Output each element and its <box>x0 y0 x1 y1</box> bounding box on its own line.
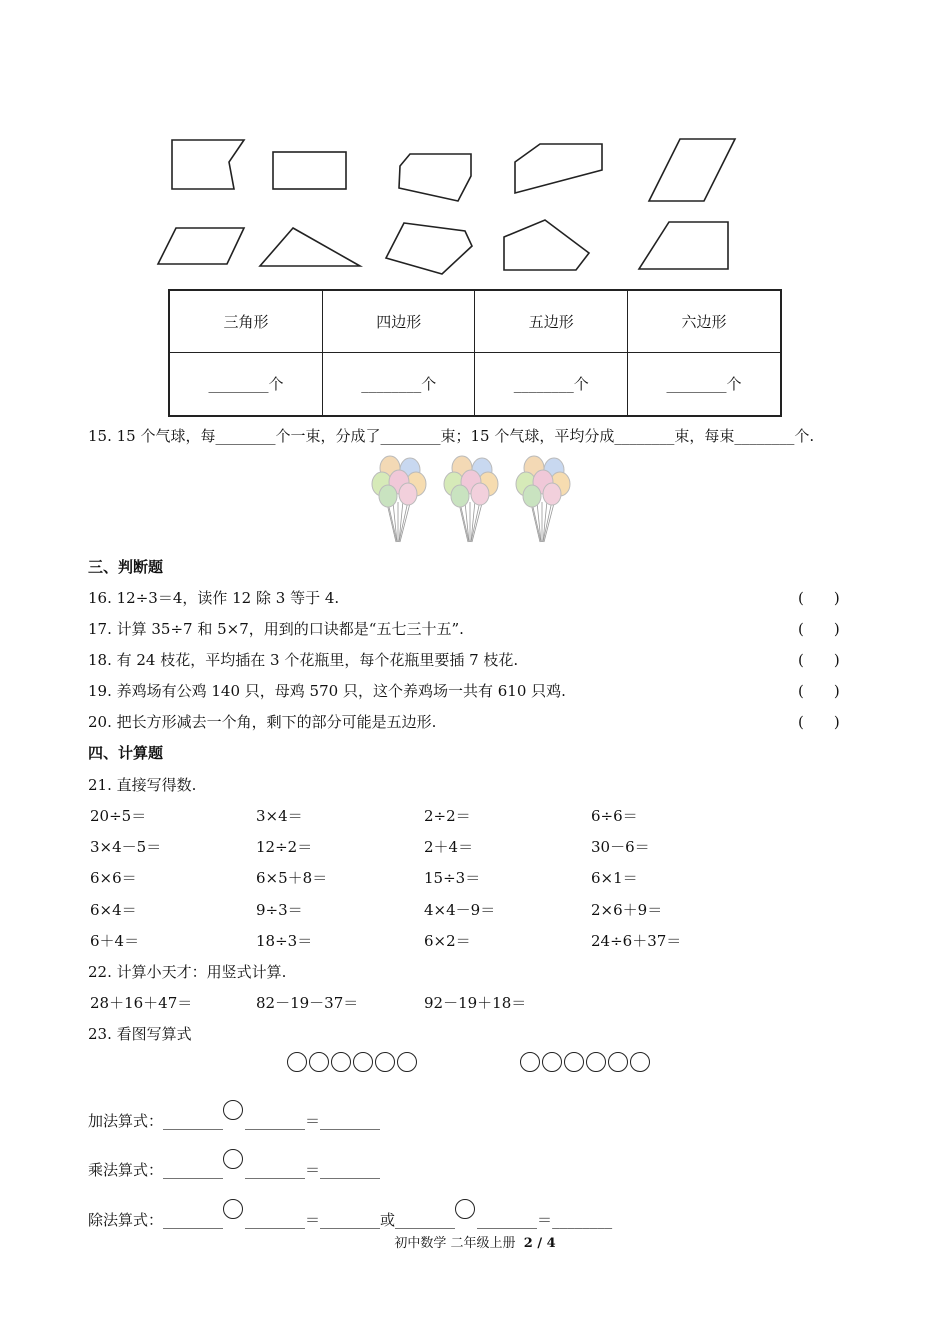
shapes-figure <box>0 0 950 290</box>
division-label: 除法算式： <box>88 1211 164 1229</box>
shape-hexagon-1 <box>399 154 471 201</box>
circle-icon <box>608 1052 628 1072</box>
circle-icon <box>375 1052 395 1072</box>
operator-circle[interactable] <box>223 1199 243 1219</box>
calc-item[interactable]: 2÷2＝ <box>424 807 471 825</box>
answer-cell[interactable] <box>169 352 322 416</box>
circle-icon <box>586 1052 606 1072</box>
circle-icon <box>630 1052 650 1072</box>
calc-item[interactable]: 2＋4＝ <box>424 838 474 856</box>
shape-trapezoid <box>639 222 728 269</box>
circle-icon <box>287 1052 307 1072</box>
calc-item[interactable]: 6×6＝ <box>90 869 137 887</box>
equals-sign: ＝ <box>537 1211 553 1229</box>
page-footer <box>0 1232 950 1251</box>
calc-item[interactable]: 9÷3＝ <box>256 901 303 919</box>
equals-sign: ＝ <box>305 1211 321 1229</box>
blank[interactable]: ________ <box>320 1211 381 1229</box>
question-22-title: 22. 计算小天才：用竖式计算. <box>88 963 287 981</box>
blank[interactable]: ________ <box>163 1112 224 1130</box>
calc-item[interactable]: 6＋4＝ <box>90 932 140 950</box>
calc-item[interactable]: 6×4＝ <box>90 901 137 919</box>
blank[interactable]: ________ <box>245 1211 306 1229</box>
blank[interactable]: ________ <box>163 1161 224 1179</box>
division-row <box>88 1199 612 1230</box>
header-quadrilateral: 四边形 <box>322 290 475 352</box>
calc-item[interactable]: 24÷6＋37＝ <box>591 932 682 950</box>
page-number: 2 / 4 <box>523 1236 556 1251</box>
calc-item[interactable]: 6×2＝ <box>424 932 471 950</box>
blank[interactable]: ________ <box>477 1211 538 1229</box>
shape-triangle <box>260 228 360 266</box>
calc-item[interactable]: 2×6＋9＝ <box>591 901 663 919</box>
vertical-calc-item[interactable]: 28＋16＋47＝ <box>90 994 193 1012</box>
blank[interactable]: ________ <box>552 1211 613 1229</box>
unit-label: 个 <box>268 375 284 394</box>
circle-group-2 <box>520 1052 652 1076</box>
circle-icon <box>542 1052 562 1072</box>
section-judgement-title: 三、判断题 <box>88 558 164 576</box>
shape-pentagon-2 <box>504 220 589 270</box>
judge-18: 18. 有 24 枝花，平均插在 3 个花瓶里，每个花瓶里要插 7 枝花. <box>88 651 519 669</box>
answer-blank[interactable]: ________ <box>208 375 269 394</box>
operator-circle[interactable] <box>223 1100 243 1120</box>
blank[interactable]: ________ <box>245 1161 306 1179</box>
circle-icon <box>309 1052 329 1072</box>
or-text: 或 <box>380 1211 396 1229</box>
multiplication-row <box>88 1149 380 1180</box>
circle-group-1 <box>287 1052 419 1076</box>
balloons-figure <box>364 452 584 547</box>
unit-label: 个 <box>573 375 589 394</box>
equals-sign: ＝ <box>305 1112 321 1130</box>
addition-label: 加法算式： <box>88 1112 164 1130</box>
answer-blank[interactable]: ________ <box>513 375 574 394</box>
calc-item[interactable]: 6×1＝ <box>591 869 638 887</box>
blank[interactable]: ________ <box>163 1211 224 1229</box>
unit-label: 个 <box>726 375 742 394</box>
header-triangle: 三角形 <box>169 290 322 352</box>
circle-icon <box>353 1052 373 1072</box>
header-hexagon: 六边形 <box>627 290 781 352</box>
shape-parallelogram-1 <box>649 139 735 201</box>
calc-item[interactable]: 15÷3＝ <box>424 869 481 887</box>
shape-count-table <box>168 289 782 417</box>
question-15: 15. 15 个气球，每________个一束，分成了________束；15 个气球，平均分成________束，每束________个. <box>88 427 815 445</box>
answer-paren[interactable]: ( ) <box>798 651 840 669</box>
shape-irregular-pentagon <box>172 140 244 189</box>
balloon-bunch-2 <box>444 456 498 542</box>
calc-item[interactable]: 6÷6＝ <box>591 807 638 825</box>
blank[interactable]: ________ <box>245 1112 306 1130</box>
balloon-bunch-3 <box>516 456 570 542</box>
circle-icon <box>397 1052 417 1072</box>
header-pentagon: 五边形 <box>475 290 628 352</box>
answer-cell[interactable] <box>627 352 781 416</box>
operator-circle[interactable] <box>223 1149 243 1169</box>
footer-text: 初中数学 二年级上册 <box>394 1236 516 1251</box>
calc-item[interactable]: 12÷2＝ <box>256 838 313 856</box>
addition-row <box>88 1100 380 1131</box>
blank[interactable]: ________ <box>320 1112 381 1130</box>
operator-circle[interactable] <box>455 1199 475 1219</box>
multiplication-label: 乘法算式： <box>88 1161 164 1179</box>
answer-paren[interactable]: ( ) <box>798 682 840 700</box>
shape-pentagon-1 <box>515 144 602 193</box>
judge-16: 16. 12÷3＝4，读作 12 除 3 等于 4. <box>88 589 340 607</box>
calc-item[interactable]: 30－6＝ <box>591 838 650 856</box>
calc-item[interactable]: 4×4－9＝ <box>424 901 496 919</box>
answer-blank[interactable]: ________ <box>666 375 727 394</box>
vertical-calc-item[interactable]: 92－19＋18＝ <box>424 994 527 1012</box>
blank[interactable]: ________ <box>320 1161 381 1179</box>
judge-17: 17. 计算 35÷7 和 5×7，用到的口诀都是“五七三十五”. <box>88 620 464 638</box>
equals-sign: ＝ <box>305 1161 321 1179</box>
question-21-title: 21. 直接写得数. <box>88 776 197 794</box>
shape-hexagon-2 <box>386 223 472 274</box>
blank[interactable]: ________ <box>395 1211 456 1229</box>
answer-paren[interactable]: ( ) <box>798 589 840 607</box>
answer-paren[interactable]: ( ) <box>798 620 840 638</box>
calc-item[interactable]: 6×5＋8＝ <box>256 869 328 887</box>
circle-icon <box>331 1052 351 1072</box>
circle-icon <box>520 1052 540 1072</box>
answer-cell[interactable] <box>475 352 628 416</box>
calc-item[interactable]: 20÷5＝ <box>90 807 147 825</box>
shape-parallelogram-2 <box>158 228 244 264</box>
balloon-bunch-1 <box>372 456 426 542</box>
calc-item[interactable]: 3×4＝ <box>256 807 303 825</box>
vertical-calc-item[interactable]: 82－19－37＝ <box>256 994 359 1012</box>
judge-19: 19. 养鸡场有公鸡 140 只，母鸡 570 只，这个养鸡场一共有 610 只鸡. <box>88 682 566 700</box>
judge-20: 20. 把长方形减去一个角，剩下的部分可能是五边形. <box>88 713 437 731</box>
circle-icon <box>564 1052 584 1072</box>
answer-paren[interactable]: ( ) <box>798 713 840 731</box>
calc-item[interactable]: 3×4－5＝ <box>90 838 162 856</box>
calc-item[interactable]: 18÷3＝ <box>256 932 313 950</box>
shape-rectangle <box>273 152 346 189</box>
answer-cell[interactable] <box>322 352 475 416</box>
unit-label: 个 <box>421 375 437 394</box>
answer-blank[interactable]: ________ <box>361 375 422 394</box>
section-calc-title: 四、计算题 <box>88 744 164 762</box>
question-23-title: 23. 看图写算式 <box>88 1025 192 1043</box>
